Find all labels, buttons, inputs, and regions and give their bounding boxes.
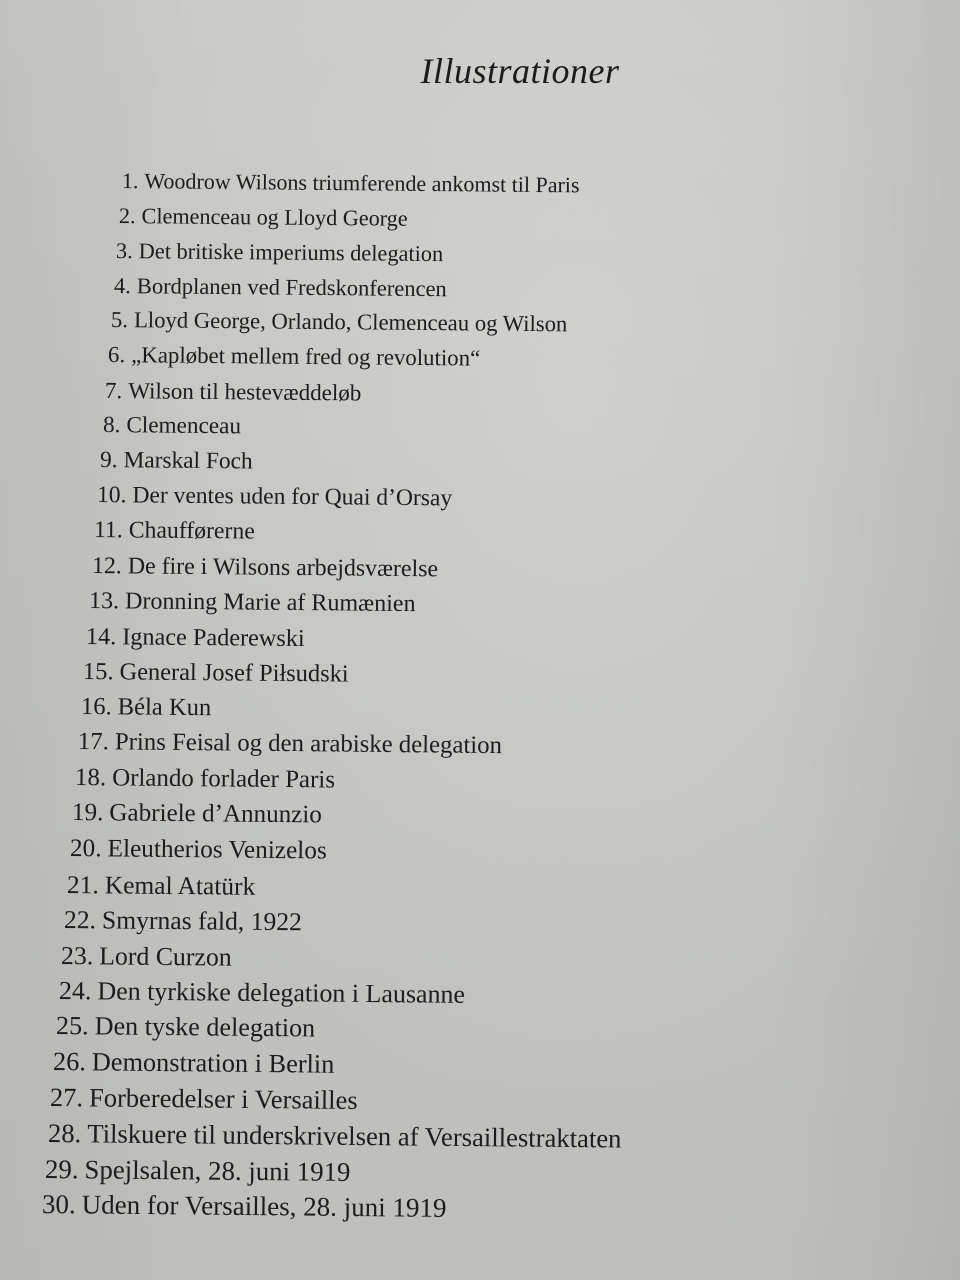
item-title: Orlando forlader Paris bbox=[112, 764, 336, 794]
item-title: Det britiske imperiums delegation bbox=[139, 237, 444, 266]
item-number: 30. bbox=[41, 1189, 76, 1220]
item-title: Dronning Marie af Rumænien bbox=[124, 587, 416, 617]
item-number: 21. bbox=[66, 869, 99, 900]
list-item bbox=[108, 342, 481, 372]
list-item bbox=[114, 273, 447, 302]
list-item bbox=[50, 1082, 358, 1116]
item-title: Spejlsalen, 28. juni 1919 bbox=[84, 1153, 351, 1187]
item-number: 6. bbox=[108, 342, 126, 368]
list-item bbox=[92, 553, 438, 583]
list-item bbox=[64, 905, 302, 937]
item-number: 3. bbox=[116, 237, 134, 263]
list-item bbox=[80, 693, 211, 722]
item-title: Marskal Foch bbox=[123, 447, 253, 475]
item-number: 14. bbox=[86, 622, 117, 651]
list-item bbox=[97, 482, 452, 512]
item-number: 29. bbox=[44, 1153, 79, 1184]
item-number: 8. bbox=[102, 412, 121, 439]
list-item bbox=[42, 1189, 447, 1224]
item-number: 26. bbox=[52, 1046, 87, 1077]
item-number: 24. bbox=[58, 975, 92, 1006]
list-item bbox=[58, 976, 464, 1010]
item-title: Gabriele d’Annunzio bbox=[109, 799, 323, 829]
list-item bbox=[105, 377, 362, 406]
item-number: 25. bbox=[55, 1011, 89, 1041]
item-number: 23. bbox=[61, 940, 94, 970]
list-item bbox=[86, 623, 305, 653]
item-title: Eleutherios Venizelos bbox=[107, 834, 327, 865]
list-item bbox=[47, 1118, 621, 1155]
item-number: 15. bbox=[83, 657, 115, 686]
item-number: 19. bbox=[72, 799, 104, 827]
item-title: Der ventes uden for Quai d’Orsay bbox=[132, 482, 453, 512]
item-number: 1. bbox=[121, 168, 139, 194]
item-title: Béla Kun bbox=[117, 693, 211, 722]
item-number: 2. bbox=[119, 202, 136, 228]
list-item bbox=[45, 1154, 351, 1188]
item-title: Kemal Atatürk bbox=[104, 870, 256, 901]
item-number: 10. bbox=[97, 482, 127, 509]
item-number: 17. bbox=[77, 728, 109, 756]
item-title: Tilskuere til underskrivelsen af Versaillestraktaten bbox=[86, 1118, 622, 1154]
item-number: 12. bbox=[91, 552, 122, 579]
item-title: Woodrow Wilsons triumferende ankomst til Paris bbox=[144, 168, 580, 198]
list-item bbox=[56, 1011, 315, 1043]
item-title: Wilson til hestevæddeløb bbox=[128, 377, 362, 406]
item-title: Forberedelser i Versailles bbox=[89, 1082, 359, 1116]
item-number: 13. bbox=[88, 587, 120, 614]
list-item bbox=[89, 588, 416, 618]
item-title: Prins Feisal og den arabiske delegation bbox=[114, 728, 502, 760]
item-number: 16. bbox=[80, 693, 112, 721]
item-title: Chaufførerne bbox=[129, 517, 256, 545]
item-title: Clemenceau bbox=[125, 412, 241, 440]
item-title: Demonstration i Berlin bbox=[91, 1047, 335, 1079]
item-title: Uden for Versailles, 28. juni 1919 bbox=[81, 1189, 447, 1224]
item-title: General Josef Piłsudski bbox=[119, 658, 350, 688]
item-title: Clemenceau og Lloyd George bbox=[141, 203, 408, 231]
item-number: 7. bbox=[105, 377, 123, 404]
page-title: Illustrationer bbox=[420, 51, 620, 91]
item-title: Den tyrkiske delegation i Lausanne bbox=[96, 976, 465, 1009]
list-item bbox=[119, 203, 408, 232]
list-item bbox=[53, 1047, 335, 1080]
list-item bbox=[94, 517, 255, 546]
list-item bbox=[61, 941, 232, 973]
item-number: 20. bbox=[69, 834, 102, 863]
item-title: Den tyske delegation bbox=[94, 1011, 316, 1043]
item-title: Smyrnas fald, 1922 bbox=[101, 905, 303, 937]
item-number: 4. bbox=[113, 272, 131, 298]
item-number: 27. bbox=[50, 1082, 84, 1113]
list-item bbox=[122, 168, 580, 198]
item-title: Ignace Paderewski bbox=[122, 623, 305, 652]
item-title: Bordplanen ved Fredskonferencen bbox=[136, 272, 447, 301]
list-item bbox=[111, 307, 568, 337]
list-item bbox=[103, 412, 241, 440]
item-title: Lloyd George, Orlando, Clemenceau og Wilson bbox=[133, 307, 568, 337]
item-number: 11. bbox=[94, 517, 124, 544]
item-title: De fire i Wilsons arbejdsværelse bbox=[127, 552, 438, 582]
item-title: „Kapløbet mellem fred og revolution“ bbox=[131, 342, 481, 371]
item-title: Lord Curzon bbox=[99, 940, 233, 972]
list-item bbox=[75, 764, 335, 794]
item-number: 28. bbox=[47, 1118, 81, 1149]
list-item bbox=[116, 238, 443, 267]
list-item bbox=[78, 728, 502, 760]
list-item bbox=[100, 447, 253, 475]
item-number: 5. bbox=[110, 307, 129, 333]
list-item bbox=[72, 799, 322, 829]
item-number: 9. bbox=[99, 447, 118, 474]
item-number: 18. bbox=[74, 763, 107, 792]
list-item bbox=[83, 658, 349, 689]
list-item bbox=[69, 834, 326, 865]
list-item bbox=[67, 870, 256, 902]
item-number: 22. bbox=[63, 905, 97, 935]
